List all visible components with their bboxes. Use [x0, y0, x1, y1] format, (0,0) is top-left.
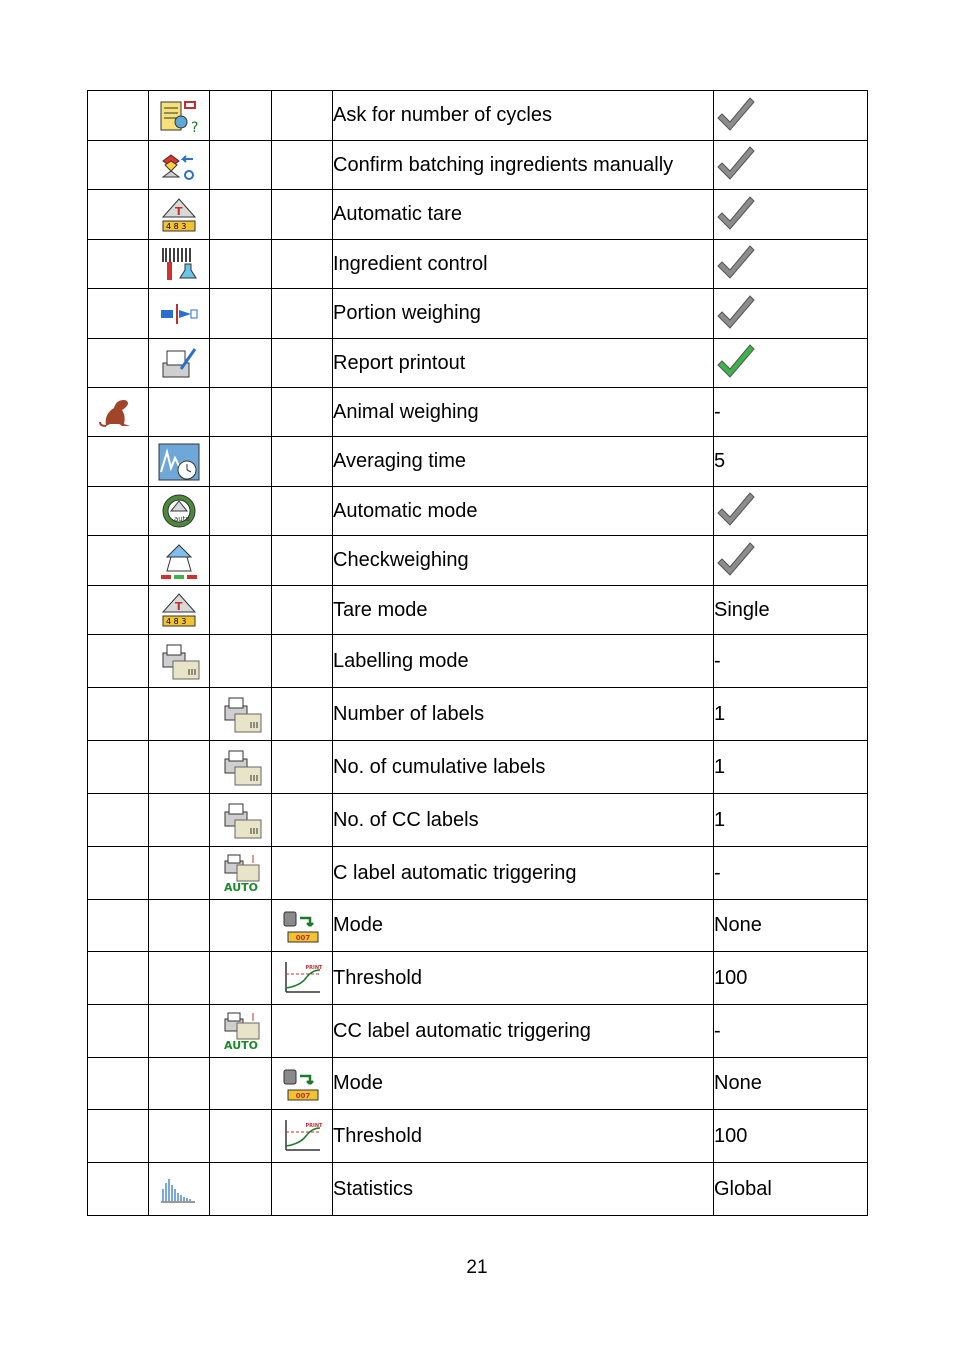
- table-row: [88, 900, 868, 952]
- icon-cell: [149, 688, 210, 741]
- icon-text: 007: [295, 1091, 311, 1100]
- value-text: 100: [714, 966, 748, 989]
- icon-cell: [88, 388, 149, 437]
- parameter-value: [714, 289, 868, 339]
- icon-cell: [272, 289, 333, 339]
- icon-cell: [210, 487, 272, 536]
- icon-cell: [210, 900, 272, 952]
- parameter-name: Threshold: [333, 1110, 714, 1163]
- parameter-value: [714, 586, 868, 635]
- icon-cell: [210, 339, 272, 388]
- icon-text: AUTO: [223, 1039, 258, 1051]
- icon-cell: [210, 847, 272, 900]
- label-printer-icon: [219, 747, 263, 787]
- icon-cell: [210, 635, 272, 688]
- icon-cell: [272, 741, 333, 794]
- icon-cell: [272, 1110, 333, 1163]
- icon-cell: [272, 437, 333, 487]
- table-row: [88, 388, 868, 437]
- icon-cell: [272, 1058, 333, 1110]
- parameter-name: Automatic tare: [333, 190, 714, 240]
- report-print-icon: [157, 343, 201, 383]
- rat-icon: [96, 392, 140, 432]
- parameter-name: Number of labels: [333, 688, 714, 741]
- label-printer-icon: [219, 694, 263, 734]
- weight-mode-icon: [280, 1064, 324, 1104]
- icon-cell: [88, 586, 149, 635]
- icon-cell: [272, 1163, 333, 1216]
- icon-cell: [272, 240, 333, 289]
- value-text: None: [714, 1072, 762, 1094]
- icon-cell: [149, 847, 210, 900]
- icon-cell: [88, 1005, 149, 1058]
- parameter-value: [714, 240, 868, 289]
- value-text: -: [714, 400, 721, 423]
- table-row: [88, 586, 868, 635]
- table-row: [88, 141, 868, 190]
- icon-cell: [88, 847, 149, 900]
- icon-cell: [272, 952, 333, 1005]
- parameter-name: C label automatic triggering: [333, 847, 714, 900]
- table-row: [88, 1005, 868, 1058]
- icon-cell: [149, 141, 210, 190]
- value-text: 1: [714, 808, 726, 831]
- icon-cell: [88, 141, 149, 190]
- parameter-name: No. of CC labels: [333, 794, 714, 847]
- icon-cell: [88, 487, 149, 536]
- icon-cell: [149, 952, 210, 1005]
- value-text: -: [714, 1019, 721, 1042]
- icon-cell: [88, 635, 149, 688]
- icon-cell: [149, 635, 210, 688]
- table-row: [88, 289, 868, 339]
- icon-cell: [210, 141, 272, 190]
- icon-cell: [272, 847, 333, 900]
- icon-cell: [88, 339, 149, 388]
- icon-cell: [210, 794, 272, 847]
- table-row: [88, 952, 868, 1005]
- tare-icon: [157, 195, 201, 235]
- icon-cell: [149, 91, 210, 141]
- parameter-name: Mode: [333, 1058, 714, 1110]
- value-text: -: [714, 861, 721, 884]
- table-row: [88, 741, 868, 794]
- parameter-name: Ask for number of cycles: [333, 91, 714, 141]
- svg-text:auto: auto: [174, 515, 190, 523]
- table-row: [88, 794, 868, 847]
- gray-checkmark-icon: [714, 96, 758, 136]
- icon-cell: [149, 388, 210, 437]
- averaging-time-icon: [157, 442, 201, 482]
- cycles-query-icon: [157, 96, 201, 136]
- icon-cell: [272, 339, 333, 388]
- icon-cell: [149, 741, 210, 794]
- icon-cell: [272, 91, 333, 141]
- parameter-name: Checkweighing: [333, 536, 714, 586]
- icon-cell: [210, 688, 272, 741]
- value-text: 1: [714, 755, 726, 778]
- value-text: Single: [714, 598, 770, 621]
- svg-text:4 8 3: 4 8 3: [166, 221, 187, 231]
- table-row: [88, 487, 868, 536]
- parameter-value: [714, 339, 868, 388]
- icon-cell: [210, 1163, 272, 1216]
- parameters-table: [87, 90, 868, 1216]
- icon-cell: [210, 1110, 272, 1163]
- label-printer-icon: [219, 800, 263, 840]
- parameter-name: Threshold: [333, 952, 714, 1005]
- table-row: [88, 190, 868, 240]
- icon-cell: [272, 190, 333, 240]
- parameter-value: [714, 688, 868, 741]
- value-text: 100: [714, 1124, 748, 1147]
- icon-cell: [149, 1058, 210, 1110]
- svg-text:T: T: [175, 600, 183, 613]
- parameter-value: [714, 1058, 868, 1110]
- icon-cell: [210, 240, 272, 289]
- svg-text:T: T: [175, 204, 183, 218]
- icon-cell: [149, 536, 210, 586]
- portion-icon: [157, 294, 201, 334]
- parameter-value: [714, 635, 868, 688]
- icon-cell: [149, 900, 210, 952]
- icon-cell: [149, 190, 210, 240]
- threshold-chart-icon: [280, 1116, 324, 1156]
- manual-confirm-icon: [157, 145, 201, 185]
- parameter-name: Labelling mode: [333, 635, 714, 688]
- svg-text:4 8 3: 4 8 3: [166, 617, 187, 626]
- icon-cell: [88, 741, 149, 794]
- icon-cell: [88, 536, 149, 586]
- green-checkmark-icon: [714, 343, 758, 383]
- icon-cell: [210, 190, 272, 240]
- icon-cell: [210, 437, 272, 487]
- value-text: 1: [714, 702, 726, 725]
- gray-checkmark-icon: [714, 244, 758, 284]
- icon-cell: [149, 437, 210, 487]
- parameter-value: [714, 900, 868, 952]
- parameter-name: Report printout: [333, 339, 714, 388]
- icon-cell: [210, 952, 272, 1005]
- table-row: [88, 1110, 868, 1163]
- parameter-value: [714, 388, 868, 437]
- icon-cell: [88, 1110, 149, 1163]
- checkweighing-icon: [157, 541, 201, 581]
- icon-cell: [272, 794, 333, 847]
- icon-cell: [272, 1005, 333, 1058]
- table-row: [88, 91, 868, 141]
- icon-cell: [88, 688, 149, 741]
- parameter-value: [714, 487, 868, 536]
- parameter-name: Mode: [333, 900, 714, 952]
- icon-cell: [210, 91, 272, 141]
- icon-cell: [149, 289, 210, 339]
- icon-cell: [210, 289, 272, 339]
- value-text: -: [714, 649, 721, 672]
- table-row: [88, 635, 868, 688]
- icon-cell: [210, 1005, 272, 1058]
- value-text: Global: [714, 1177, 772, 1200]
- icon-text: PRINT: [305, 965, 323, 971]
- parameter-name: Tare mode: [333, 586, 714, 635]
- table-row: [88, 847, 868, 900]
- barcode-flask-icon: [157, 244, 201, 284]
- parameter-value: [714, 190, 868, 240]
- parameter-name: Averaging time: [333, 437, 714, 487]
- parameter-value: [714, 141, 868, 190]
- parameter-value: [714, 952, 868, 1005]
- svg-text:?: ?: [191, 119, 199, 136]
- table-row: [88, 688, 868, 741]
- parameter-name: Automatic mode: [333, 487, 714, 536]
- table-row: [88, 339, 868, 388]
- icon-cell: [149, 240, 210, 289]
- parameter-value: [714, 847, 868, 900]
- parameter-name: Ingredient control: [333, 240, 714, 289]
- auto-print-icon: [219, 1011, 263, 1051]
- icon-cell: [210, 388, 272, 437]
- icon-text: PRINT: [305, 1123, 323, 1129]
- icon-cell: [88, 1058, 149, 1110]
- parameter-name: Statistics: [333, 1163, 714, 1216]
- icon-cell: [88, 1163, 149, 1216]
- icon-cell: [149, 339, 210, 388]
- icon-cell: [88, 240, 149, 289]
- page-number: 21: [466, 1257, 488, 1278]
- icon-cell: [210, 536, 272, 586]
- icon-cell: [272, 141, 333, 190]
- parameter-name: Confirm batching ingredients manually: [333, 141, 714, 190]
- gray-checkmark-icon: [714, 294, 758, 334]
- label-printer-icon: [157, 641, 201, 681]
- icon-cell: [88, 437, 149, 487]
- parameter-value: [714, 536, 868, 586]
- parameter-name: CC label automatic triggering: [333, 1005, 714, 1058]
- icon-text: 007: [295, 933, 311, 942]
- table-row: [88, 536, 868, 586]
- icon-cell: [88, 952, 149, 1005]
- parameter-value: [714, 91, 868, 141]
- table-row: [88, 1163, 868, 1216]
- icon-cell: [272, 900, 333, 952]
- parameter-name: Portion weighing: [333, 289, 714, 339]
- icon-cell: [88, 91, 149, 141]
- icon-cell: [149, 794, 210, 847]
- icon-text: AUTO: [223, 881, 258, 893]
- parameter-value: [714, 437, 868, 487]
- icon-cell: [149, 1005, 210, 1058]
- parameter-value: [714, 1005, 868, 1058]
- icon-cell: [272, 536, 333, 586]
- parameter-name: No. of cumulative labels: [333, 741, 714, 794]
- parameter-value: [714, 794, 868, 847]
- icon-cell: [88, 190, 149, 240]
- icon-cell: [149, 487, 210, 536]
- icon-cell: [149, 1163, 210, 1216]
- parameter-name: Animal weighing: [333, 388, 714, 437]
- icon-cell: [210, 741, 272, 794]
- tare-icon: [157, 590, 201, 630]
- statistics-icon: [157, 1169, 201, 1209]
- icon-cell: [88, 289, 149, 339]
- icon-cell: [272, 586, 333, 635]
- parameters-table-body: [88, 91, 868, 1216]
- table-row: [88, 1058, 868, 1110]
- gray-checkmark-icon: [714, 491, 758, 531]
- icon-cell: [149, 586, 210, 635]
- parameter-value: [714, 1110, 868, 1163]
- icon-cell: [272, 487, 333, 536]
- auto-print-icon: [219, 853, 263, 893]
- gray-checkmark-icon: [714, 195, 758, 235]
- auto-mode-icon: [157, 491, 201, 531]
- parameter-value: [714, 741, 868, 794]
- threshold-chart-icon: [280, 958, 324, 998]
- table-row: [88, 437, 868, 487]
- gray-checkmark-icon: [714, 145, 758, 185]
- parameter-value: [714, 1163, 868, 1216]
- icon-cell: [88, 794, 149, 847]
- icon-cell: [272, 388, 333, 437]
- weight-mode-icon: [280, 906, 324, 946]
- icon-cell: [149, 1110, 210, 1163]
- icon-cell: [272, 635, 333, 688]
- value-text: 5: [714, 450, 726, 472]
- value-text: None: [714, 914, 762, 936]
- gray-checkmark-icon: [714, 541, 758, 581]
- icon-cell: [210, 586, 272, 635]
- icon-cell: [272, 688, 333, 741]
- icon-cell: [88, 900, 149, 952]
- icon-cell: [210, 1058, 272, 1110]
- table-row: [88, 240, 868, 289]
